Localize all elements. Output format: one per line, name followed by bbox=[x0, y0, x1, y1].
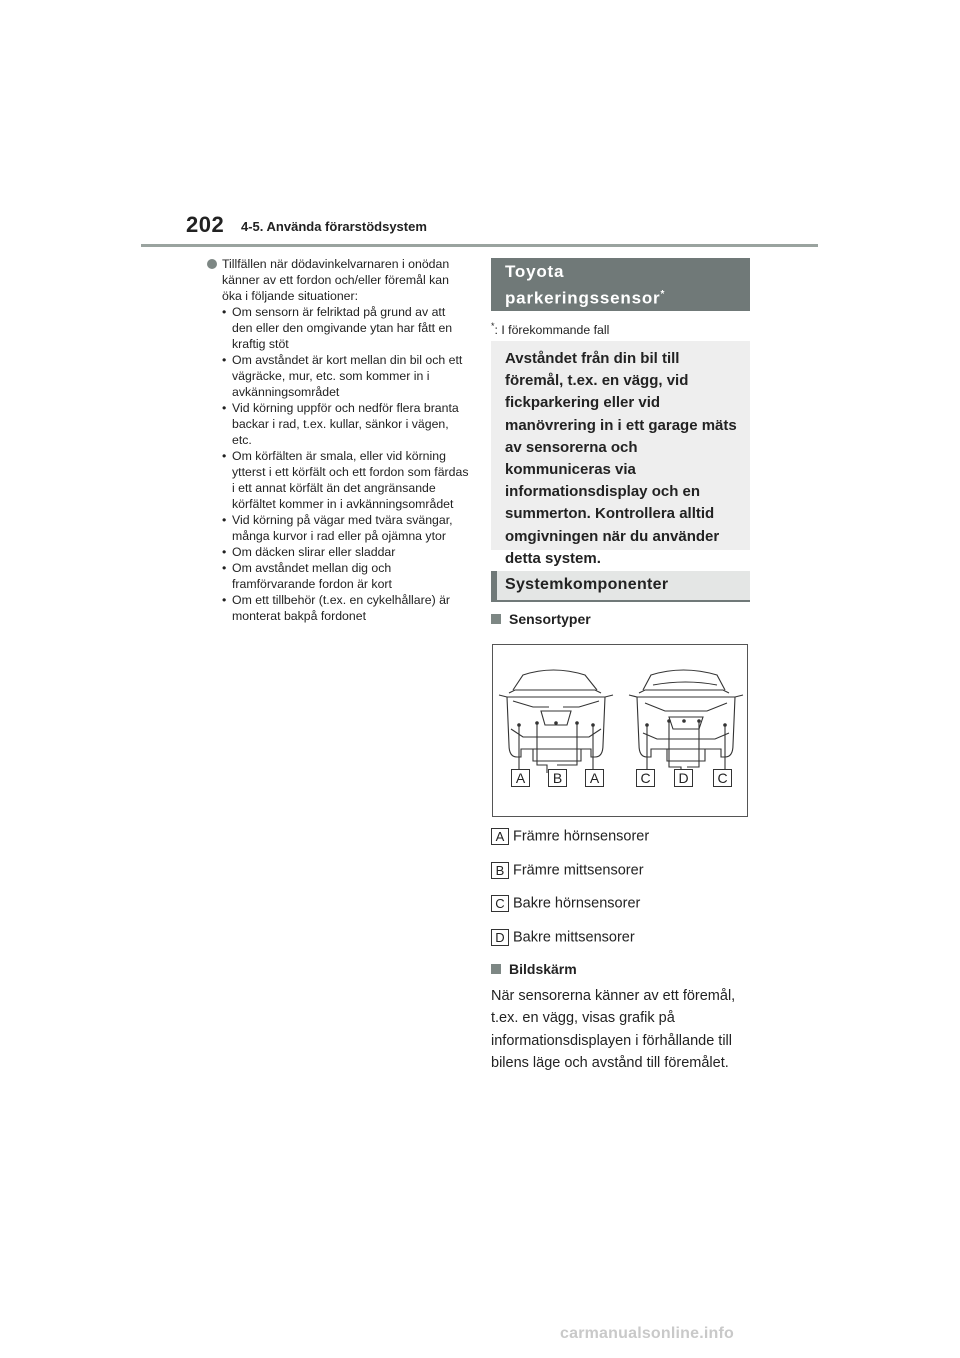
legend-item-c bbox=[491, 895, 640, 912]
car-sensor-illustration bbox=[493, 645, 747, 816]
heading-line-1: Toyota bbox=[505, 262, 565, 281]
list-item: • Om avståndet är kort mellan din bil och ett vägräcke, mur, etc. som kommer in i avkänningsområdet bbox=[222, 352, 469, 400]
legend-key: A bbox=[491, 828, 509, 845]
sensor-types-heading bbox=[491, 611, 591, 627]
lead-text: Tillfällen när dödavinkelvarnaren i onödan känner av ett fordon och/eller föremål kan öka i följande situationer: bbox=[222, 257, 450, 303]
section-title: 4-5. Använda förarstödsystem bbox=[241, 219, 427, 234]
legend-key: C bbox=[491, 895, 509, 912]
display-heading bbox=[491, 961, 577, 977]
display-heading-text: Bildskärm bbox=[509, 961, 577, 977]
footnote-text: : I förekommande fall bbox=[494, 323, 610, 338]
footnote bbox=[491, 321, 609, 337]
figure-label-a-left: A bbox=[511, 769, 530, 787]
intro-box: Avståndet från din bil till föremål, t.ex. en vägg, vid fickparkering eller vid manövrering in i ett garage mäts av sensorerna och kommuniceras via informationsdisplay och en summerton. Kontrollera alltid omgivningen när du använder detta system. bbox=[491, 341, 750, 550]
list-item: • Om sensorn är felriktad på grund av att den eller den omgivande ytan har fått en kraftig stöt bbox=[222, 304, 469, 352]
figure-label-d: D bbox=[674, 769, 693, 787]
left-column bbox=[207, 256, 469, 624]
square-bullet-icon bbox=[491, 614, 501, 624]
sensor-figure bbox=[492, 644, 748, 817]
lead-paragraph bbox=[207, 256, 469, 304]
list-item: • Vid körning uppför och nedför flera branta backar i rad, t.ex. kullar, sänkor i vägen, etc. bbox=[222, 400, 469, 448]
legend-key: B bbox=[491, 862, 509, 879]
legend-item-a bbox=[491, 828, 649, 845]
sensor-dots bbox=[517, 719, 727, 727]
parking-sensor-heading bbox=[491, 258, 750, 311]
square-bullet-icon bbox=[491, 964, 501, 974]
bullet-dot-icon bbox=[207, 259, 217, 269]
components-heading: Systemkomponenter bbox=[491, 571, 750, 602]
figure-label-a-right: A bbox=[585, 769, 604, 787]
front-car-outline bbox=[499, 670, 613, 761]
heading-asterisk: * bbox=[660, 289, 666, 300]
situation-list bbox=[207, 304, 469, 624]
heading-line-2: parkeringssensor bbox=[505, 288, 661, 308]
page-number: 202 bbox=[186, 212, 225, 237]
legend-text: Bakre mittsensorer bbox=[513, 929, 635, 946]
figure-label-c-right: C bbox=[713, 769, 732, 787]
legend-text: Bakre hörnsensorer bbox=[513, 895, 641, 912]
sensor-types-text: Sensortyper bbox=[509, 611, 591, 627]
legend-text: Främre hörnsensorer bbox=[513, 828, 650, 845]
legend-item-d bbox=[491, 929, 635, 946]
watermark: carmanualsonline.info bbox=[560, 1325, 735, 1342]
header-divider bbox=[141, 244, 818, 247]
footnote-asterisk: * bbox=[491, 321, 495, 331]
legend-text: Främre mittsensorer bbox=[513, 862, 644, 879]
list-item: • Om körfälten är smala, eller vid körning ytterst i ett körfält och ett fordon som färdas i ett annat körfält än det angränsande körfältet kommer in i avkänningsområdet bbox=[222, 448, 469, 512]
list-item: • Vid körning på vägar med tvära svängar, många kurvor i rad eller på ojämna ytor bbox=[222, 512, 469, 544]
display-paragraph: När sensorerna känner av ett föremål, t.ex. en vägg, visas grafik på informationsdisplayen i förhållande till bilens läge och avstånd till föremålet. bbox=[491, 988, 736, 1072]
list-item: • Om ett tillbehör (t.ex. en cykelhållare) är monterat bakpå fordonet bbox=[222, 592, 469, 624]
rear-car-outline bbox=[629, 670, 743, 761]
list-item: • Om avståndet mellan dig och framförvarande fordon är kort bbox=[222, 560, 469, 592]
figure-label-b: B bbox=[548, 769, 567, 787]
list-item: • Om däcken slirar eller sladdar bbox=[222, 544, 469, 560]
legend-key: D bbox=[491, 929, 509, 946]
figure-label-c-left: C bbox=[636, 769, 655, 787]
legend-item-b bbox=[491, 862, 644, 879]
